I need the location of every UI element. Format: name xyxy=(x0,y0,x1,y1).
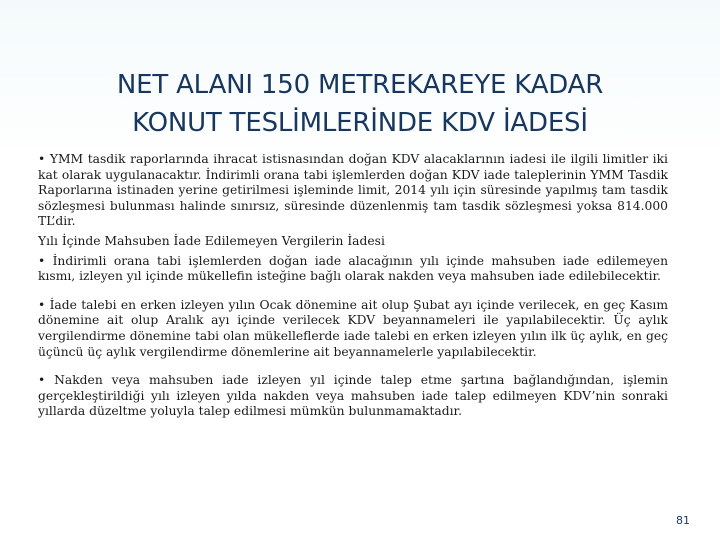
bullet-paragraph-2: • İndirimli orana tabi işlemlerden doğan iade alacağının yılı içinde mahsuben iade edilemeyen kısmı, izleyen yıl içinde mükellefin isteğine bağlı olarak nakden veya mahsuben iade edilebilecektir. xyxy=(38,253,668,284)
bullet-paragraph-1: • YMM tasdik raporlarında ihracat istisnasından doğan KDV alacaklarının iadesi ile ilgili limitler iki kat olarak uygulanacaktır. İndirimli orana tabi işlemlerden doğan KDV iade taleplerinin YMM Tasdik Raporlarına istinaden yerine getirilmesi işleminde limit, 2014 yılı için süresinde yapılmış tam tasdik sözleşmesi bulunması halinde sınırsız, süresinde düzenlenmiş tam tasdik sözleşmesi yoksa 814.000 TL’dir. xyxy=(38,152,668,229)
slide-title-line-2: KONUT TESLİMLERİNDE KDV İADESİ xyxy=(132,108,588,138)
section-subheading: Yılı İçinde Mahsuben İade Edilemeyen Vergilerin İadesi xyxy=(38,233,385,248)
slide-title-line-1: NET ALANI 150 METREKAREYE KADAR xyxy=(116,70,604,100)
bullet-paragraph-3: • İade talebi en erken izleyen yılın Ocak dönemine ait olup Şubat ayı içinde verilecek, en geç Kasım dönemine ait olup Aralık ayı içinde verilecek KDV beyannameleri ile yapılabilecektir. Üç aylık vergilendirme dönemine tabi olan mükelleflerde iade talebi en erken izleyen yılın ilk üç aylık, en geç üçüncü üç aylık vergilendirme dönemlerine ait beyannamelerle yapılabilecektir. xyxy=(38,297,668,359)
page-number: 81 xyxy=(676,514,690,527)
slide-body xyxy=(38,152,668,433)
bullet-paragraph-4: • Nakden veya mahsuben iade izleyen yıl içinde talep etme şartına bağlandığından, işlemin gerçekleştirildiği yılı izleyen yılda nakden veya mahsuben iade talep edilmeyen KDV’nin sonraki yıllarda düzeltme yoluyla talep edilmesi mümkün bulunmamaktadır. xyxy=(38,373,668,419)
slide-title xyxy=(40,66,680,142)
